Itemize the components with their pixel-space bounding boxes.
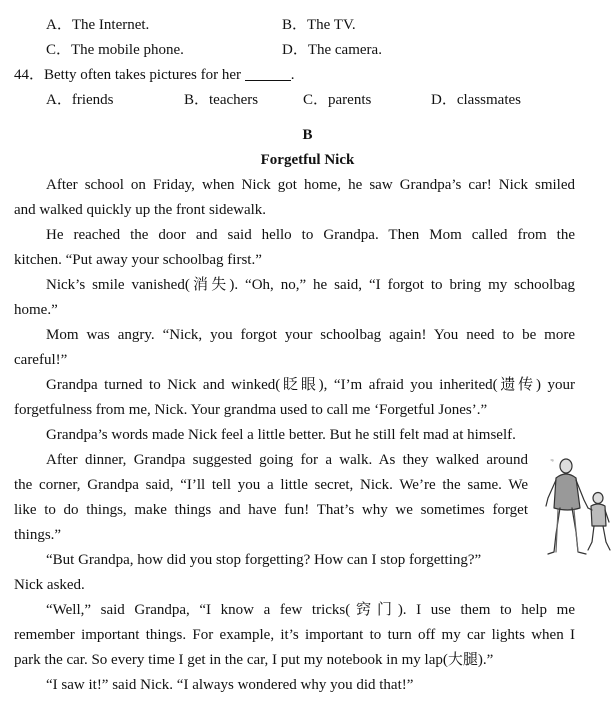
- passage-line: home.”: [14, 302, 58, 318]
- q44-option-b: B．teachers: [184, 92, 259, 108]
- passage-line: After dinner, Grandpa suggested going for a walk. As they walked around: [46, 452, 528, 468]
- passage-line: careful!”: [14, 352, 68, 368]
- passage-line: park the car. So every time I get in the car, I put my notebook in my lap(大腿).”: [14, 652, 494, 668]
- passage-line: like to do things, make things and have fun! That’s why we sometimes forget: [14, 502, 528, 518]
- question-number: 44．: [14, 67, 45, 83]
- q44-option-c: C．parents: [303, 92, 372, 108]
- passage-line: “Well,” said Grandpa, “I know a few tricks(窍门). I use them to help me: [46, 602, 575, 618]
- passage-line: the corner, Grandpa said, “I’ll tell you a little secret, Nick. We’re the same. We: [14, 477, 528, 493]
- question-end: .: [290, 67, 295, 83]
- q43-option-d: D．The camera.: [282, 42, 382, 58]
- passage-line: Nick asked.: [14, 577, 85, 593]
- q43-option-c: C．The mobile phone.: [46, 42, 184, 58]
- passage-line: things.”: [14, 527, 62, 543]
- passage-line: remember important things. For example, it’s important to turn off my car lights when I: [14, 627, 575, 643]
- passage-line: After school on Friday, when Nick got home, he saw Grandpa’s car! Nick smiled: [46, 177, 575, 193]
- passage-line: forgetfulness from me, Nick. Your grandma used to call me ‘Forgetful Jones’.”: [14, 402, 488, 418]
- answer-blank: [245, 66, 291, 81]
- passage-line: and walked quickly up the front sidewalk.: [14, 202, 267, 218]
- grandpa-and-boy-illustration: [538, 456, 614, 560]
- passage-line: Grandpa turned to Nick and winked(眨眼), “I’m afraid you inherited(遗传) your: [46, 377, 575, 393]
- passage-line: He reached the door and said hello to Grandpa. Then Mom called from the: [46, 227, 575, 243]
- passage-line: Mom was angry. “Nick, you forgot your schoolbag again! You need to be more: [46, 327, 575, 343]
- q43-option-a: A．The Internet.: [46, 17, 150, 33]
- passage-line: kitchen. “Put away your schoolbag first.”: [14, 252, 262, 268]
- question-44: [14, 65, 295, 85]
- q44-option-a: A．friends: [46, 92, 114, 108]
- q43-option-b: B．The TV.: [282, 17, 356, 33]
- passage-title: Forgetful Nick: [260, 152, 355, 168]
- q44-option-d: D．classmates: [431, 92, 521, 108]
- question-stem: Betty often takes pictures for her: [44, 67, 242, 83]
- passage-line: Grandpa’s words made Nick feel a little better. But he still felt mad at himself.: [46, 427, 516, 443]
- section-letter: B: [302, 127, 313, 143]
- passage-line: “But Grandpa, how did you stop forgetting? How can I stop forgetting?”: [46, 552, 482, 568]
- passage-line: “I saw it!” said Nick. “I always wondered why you did that!”: [46, 677, 414, 693]
- passage-line: Nick’s smile vanished(消失). “Oh, no,” he said, “I forgot to bring my schoolbag: [46, 277, 575, 293]
